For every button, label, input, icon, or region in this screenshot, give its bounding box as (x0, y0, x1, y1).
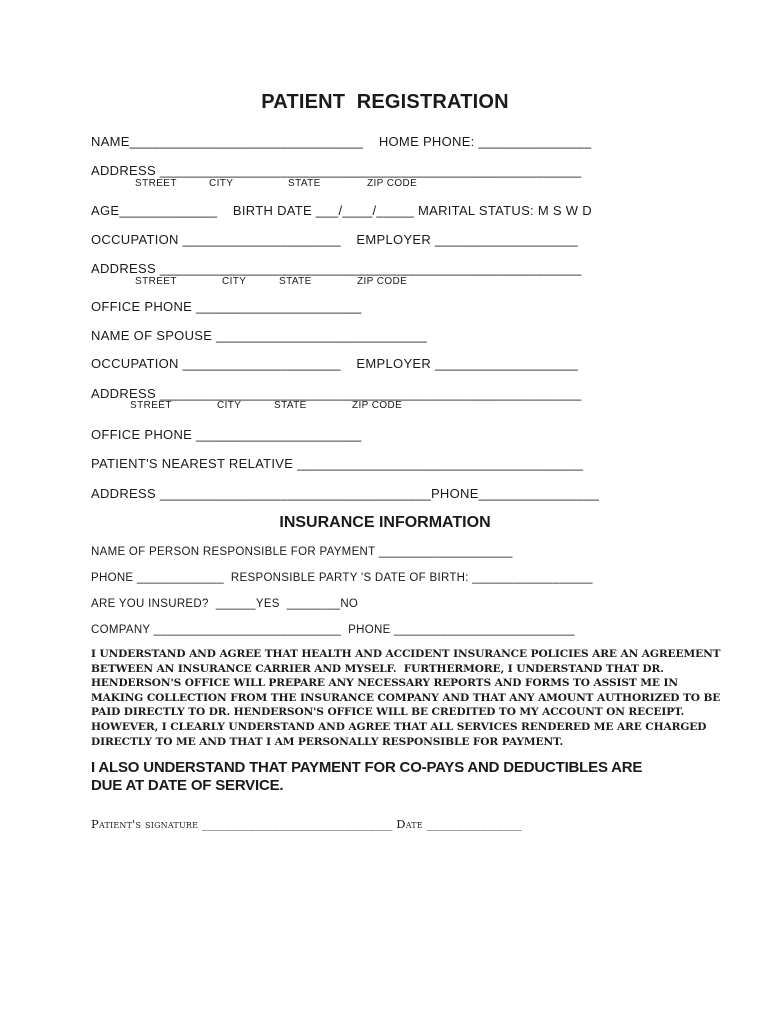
agreement-line: MAKING COLLECTION FROM THE INSURANCE COMPANY AND THAT ANY AMOUNT AUTHORIZED TO BE (91, 691, 721, 704)
nearest-relative-field[interactable]: PATIENT'S NEAREST RELATIVE ______________________________________ (91, 456, 584, 471)
address-label-city: CITY (217, 400, 242, 411)
copay-notice (91, 759, 701, 795)
address-label-city: CITY (222, 276, 247, 287)
agreement-line: HENDERSON'S OFFICE WILL PREPARE ANY NECESSARY REPORTS AND FORMS TO ASSIST ME IN (91, 677, 678, 690)
address-label-city: CITY (209, 178, 234, 189)
insurance-company-phone-field[interactable]: COMPANY ____________________________ PHONE ___________________________ (91, 624, 575, 636)
address-label-state: STATE (279, 276, 312, 287)
patient-address-field[interactable]: ADDRESS ________________________________________________________ (91, 163, 582, 178)
insurance-heading: INSURANCE INFORMATION (279, 514, 491, 531)
address-label-zip: ZIP CODE (367, 178, 418, 189)
spouse-address-field[interactable]: ADDRESS ________________________________________________________ (91, 386, 582, 401)
address-label-street: STREET (135, 276, 177, 287)
agreement-paragraph (91, 647, 721, 749)
agreement-line: BETWEEN AN INSURANCE CARRIER AND MYSELF. FURTHERMORE, I UNDERSTAND THAT DR. (91, 662, 664, 675)
responsible-person-field[interactable]: NAME OF PERSON RESPONSIBLE FOR PAYMENT ____________________ (91, 546, 513, 558)
address-label-zip: ZIP CODE (352, 400, 403, 411)
address-label-state: STATE (288, 178, 321, 189)
relative-address-phone-field[interactable]: ADDRESS ____________________________________PHONE________________ (91, 486, 600, 501)
responsible-phone-dob-field[interactable]: PHONE _____________ RESPONSIBLE PARTY 'S DATE OF BIRTH: __________________ (91, 572, 593, 584)
address-label-zip: ZIP CODE (357, 276, 408, 287)
copay-line: DUE AT DATE OF SERVICE. (91, 777, 284, 794)
signature-date-field[interactable]: Patient's signature ________________________________ Date ________________ (91, 817, 522, 831)
spouse-name-field[interactable]: NAME OF SPOUSE ____________________________ (91, 328, 427, 343)
agreement-line: DIRECTLY TO ME AND THAT I AM PERSONALLY RESPONSIBLE FOR PAYMENT. (91, 735, 564, 748)
age-birthdate-marital-field[interactable]: AGE_____________ BIRTH DATE ___/____/_____ MARITAL STATUS: M S W D (91, 203, 592, 218)
spouse-office-phone-field[interactable]: OFFICE PHONE ______________________ (91, 427, 362, 442)
agreement-line: I UNDERSTAND AND AGREE THAT HEALTH AND ACCIDENT INSURANCE POLICIES ARE AN AGREEMENT (91, 648, 721, 660)
form-title: PATIENT REGISTRATION (261, 91, 509, 113)
copay-line: I ALSO UNDERSTAND THAT PAYMENT FOR CO-PAYS AND DEDUCTIBLES ARE (91, 759, 643, 776)
address-label-state: STATE (274, 400, 307, 411)
insured-yes-no-field[interactable]: ARE YOU INSURED? ______YES ________NO (91, 598, 359, 610)
employer-address-field[interactable]: ADDRESS ________________________________________________________ (91, 261, 582, 276)
agreement-line: PAID DIRECTLY TO DR. HENDERSON'S OFFICE WILL BE CREDITED TO MY ACCOUNT ON RECEIPT. (91, 706, 685, 719)
spouse-occupation-employer-field[interactable]: OCCUPATION _____________________ EMPLOYER ___________________ (91, 356, 579, 371)
patient-office-phone-field[interactable]: OFFICE PHONE ______________________ (91, 299, 362, 314)
patient-occupation-employer-field[interactable]: OCCUPATION _____________________ EMPLOYER ___________________ (91, 232, 579, 247)
agreement-line: HOWEVER, I CLEARLY UNDERSTAND AND AGREE THAT ALL SERVICES RENDERED ME ARE CHARGED (91, 720, 707, 733)
patient-name-field[interactable]: NAME_______________________________ HOME PHONE: _______________ (91, 134, 592, 149)
address-label-street: STREET (130, 400, 172, 411)
address-label-street: STREET (135, 178, 177, 189)
